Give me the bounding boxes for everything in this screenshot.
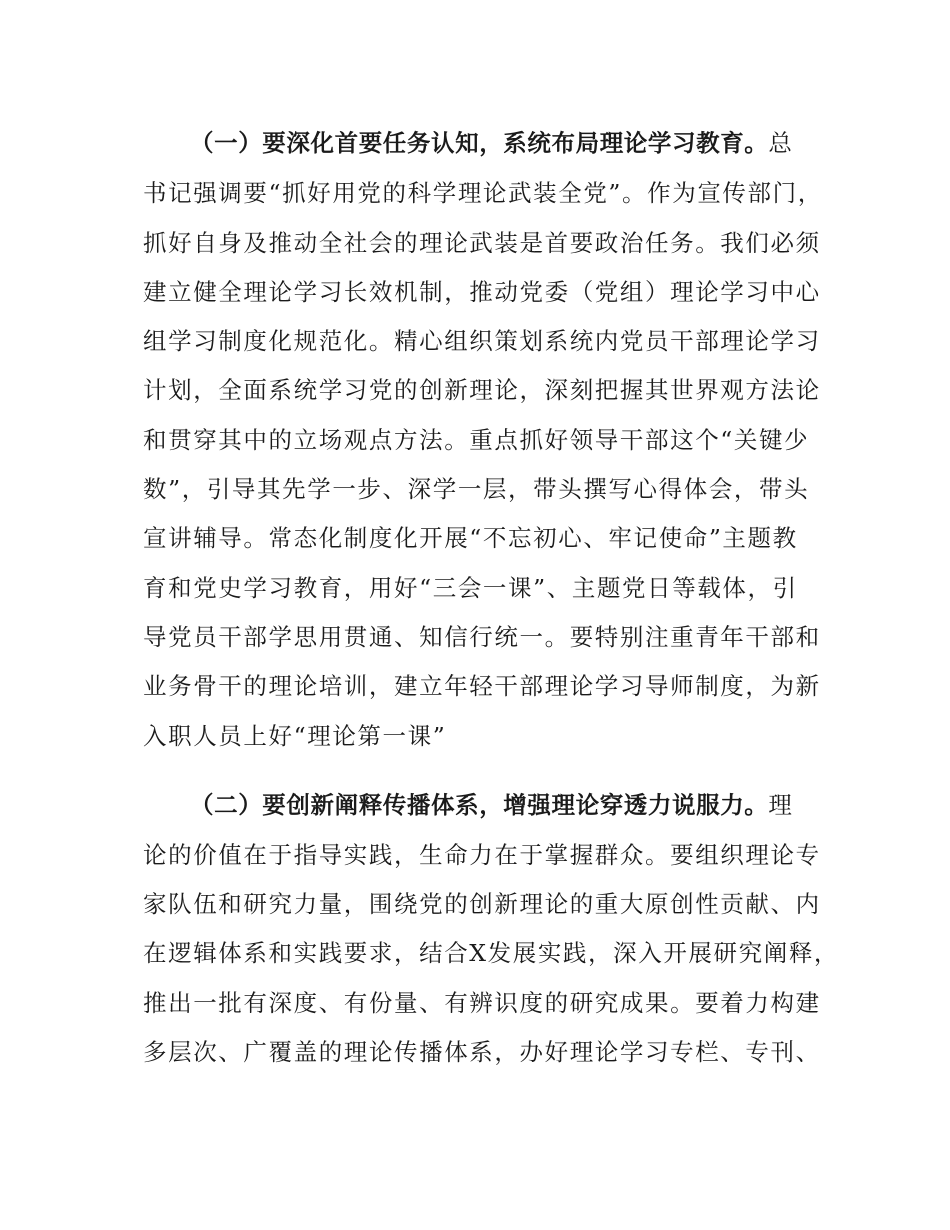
section1-line-4: 组学习制度化规范化。精心组织策划系统内党员干部理论学习 bbox=[143, 327, 821, 355]
section1-line-2: 抓好自身及推动全社会的理论武装是首要政治任务。我们必须 bbox=[143, 229, 821, 257]
section2-first-line bbox=[190, 790, 823, 820]
section1-first-line bbox=[190, 128, 823, 158]
section1-line-3: 建立健全理论学习长效机制，推动党委（党组）理论学习中心 bbox=[143, 278, 821, 306]
section2-heading: （二）要创新阐释传播体系，增强理论穿透力说服力。 bbox=[190, 791, 769, 819]
section1-line-8: 宣讲辅导。常态化制度化开展“不忘初心、牢记使命”主题教 bbox=[143, 524, 798, 552]
section1-line-7: 数”，引导其先学一步、深学一层，带头撰写心得体会，带头 bbox=[143, 475, 810, 503]
section1-line-10: 导党员干部学思用贯通、知信行统一。要特别注重青年干部和 bbox=[143, 623, 821, 651]
section2-line-2: 家队伍和研究力量，围绕党的创新理论的重大原创性贡献、内 bbox=[143, 890, 821, 918]
section1-line-9: 育和党史学习教育，用好“三会一课”、主题党日等载体，引 bbox=[143, 574, 798, 602]
section1-line-6: 和贯穿其中的立场观点方法。重点抓好领导干部这个“关键少 bbox=[143, 426, 810, 454]
section1-line-1: 书记强调要“抓好用党的科学理论武装全党”。作为宣传部门， bbox=[143, 179, 823, 207]
section2-line-3: 在逻辑体系和实践要求，结合X发展实践，深入开展研究阐释， bbox=[143, 939, 840, 967]
section1-line-12: 入职人员上好“理论第一课” bbox=[143, 722, 447, 750]
section2-line-0: 理 bbox=[768, 791, 794, 819]
section2-line-4: 推出一批有深度、有份量、有辨识度的研究成果。要着力构建 bbox=[143, 989, 821, 1017]
section1-line-0: 总 bbox=[768, 129, 794, 157]
section1-line-11: 业务骨干的理论培训，建立年轻干部理论学习导师制度，为新 bbox=[143, 672, 821, 700]
section1-line-5: 计划，全面系统学习党的创新理论，深刻把握其世界观方法论 bbox=[143, 376, 821, 404]
section2-line-1: 论的价值在于指导实践，生命力在于掌握群众。要组织理论专 bbox=[143, 841, 821, 869]
section2-line-5: 多层次、广覆盖的理论传播体系，办好理论学习专栏、专刊、 bbox=[143, 1038, 821, 1066]
section1-heading: （一）要深化首要任务认知，系统布局理论学习教育。 bbox=[190, 129, 769, 157]
